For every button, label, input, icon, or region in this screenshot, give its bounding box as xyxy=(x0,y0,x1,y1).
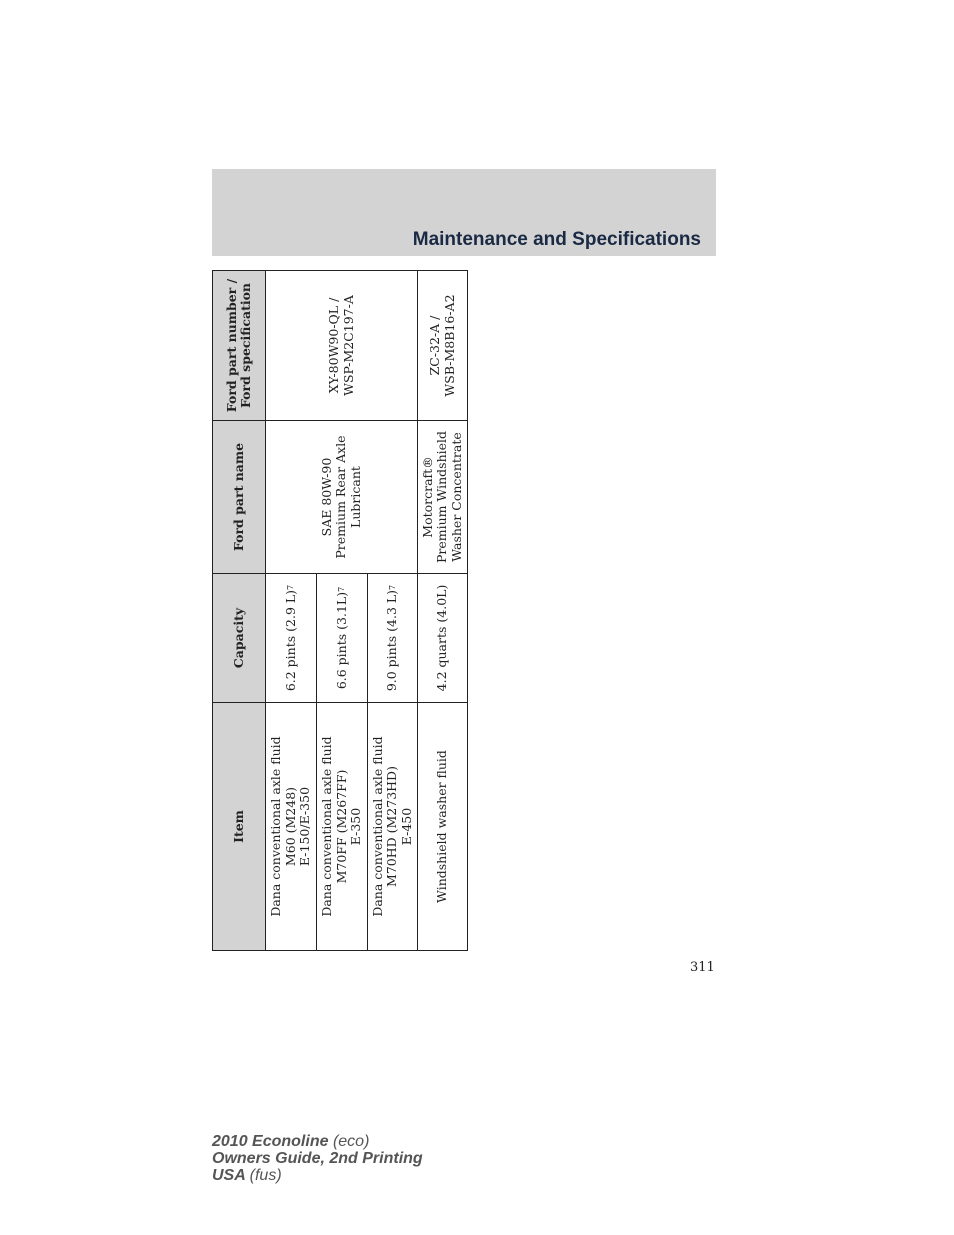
axle-part-name: SAE 80W-90 Premium Rear Axle Lubricant xyxy=(265,421,417,574)
footer-region-line: USA (fus) xyxy=(212,1167,282,1184)
washer-part-name: Motorcraft® Premium Windshield Washer Concentrate xyxy=(417,421,467,574)
axle-part-number: XY-80W90-QL / WSP-M2C197-A xyxy=(265,271,417,421)
row-2-item: Dana conventional axle fluid M70FF (M267FF) E-350 xyxy=(316,703,367,950)
header-part-name: Ford part name xyxy=(213,421,265,574)
section-header-band xyxy=(212,169,716,256)
page-number: 311 xyxy=(690,960,715,975)
footer-model-line: 2010 Econoline (eco) xyxy=(212,1133,370,1150)
washer-part-number: ZC-32-A / WSB-M8B16-A2 xyxy=(417,271,467,421)
spec-table-container xyxy=(212,270,468,951)
header-item: Item xyxy=(213,703,265,950)
section-title: Maintenance and Specifications xyxy=(412,229,701,250)
row-3-item: Dana conventional axle fluid M70HD (M273HD) E-450 xyxy=(367,703,417,950)
spec-table xyxy=(212,270,468,951)
header-capacity: Capacity xyxy=(213,574,265,703)
header-part-number: Ford part number / Ford specification xyxy=(213,271,265,421)
footer-guide-line: Owners Guide, 2nd Printing xyxy=(212,1150,423,1167)
row-2-capacity: 6.6 pints (3.1L) 7 xyxy=(316,574,367,703)
row-1-item: Dana conventional axle fluid M60 (M248) E-150/E-350 xyxy=(265,703,316,950)
row-3-capacity: 9.0 pints (4.3 L) 7 xyxy=(367,574,417,703)
row-1-capacity: 6.2 pints (2.9 L) 7 xyxy=(265,574,316,703)
footer xyxy=(212,1133,423,1184)
row-4-capacity: 4.2 quarts (4.0L) xyxy=(417,574,467,703)
row-4-item: Windshield washer fluid xyxy=(417,703,467,950)
